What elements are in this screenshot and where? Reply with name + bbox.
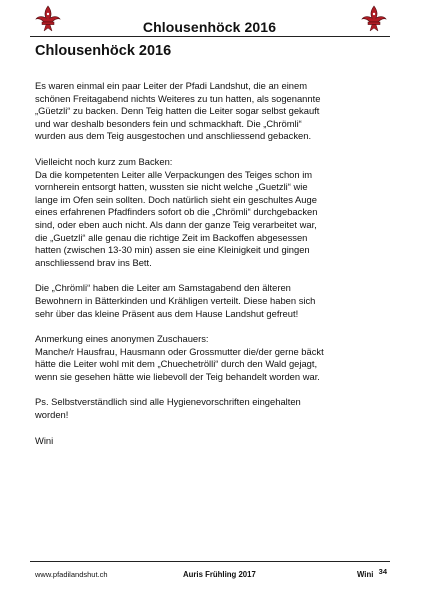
text-line: Wini	[35, 434, 54, 446]
text-line: eines erfahrenen Pfadfinders sofort ob die „Chrömli“ durchgebacken	[35, 206, 318, 218]
article-title: Chlousenhöck 2016	[35, 43, 172, 59]
text-line: sehr über das kleine Präsent aus dem Hause Landshut gefreut!	[35, 307, 299, 319]
page-number: 34	[378, 567, 387, 576]
paragraph	[35, 396, 387, 421]
text-line: wurden aus dem Teig ausgestochen und anschliessend gebacken.	[35, 130, 312, 142]
footer-author: Wini	[357, 570, 374, 579]
signature	[35, 435, 387, 448]
text-line: Ps. Selbstverständlich sind alle Hygienevorschriften eingehalten	[35, 396, 301, 408]
text-line: hätte die Leiter wohl mit dem „Chuechetrölli“ durch den Wald gejagt,	[35, 358, 318, 370]
text-line: Es waren einmal ein paar Leiter der Pfadi Landshut, die an einem	[35, 80, 308, 91]
text-line: die „Guetzli“ alle genau die richtige Zeit im Backoffen abgesessen	[35, 231, 308, 243]
footer-issue: Auris Frühling 2017	[183, 570, 256, 579]
paragraph	[35, 282, 387, 320]
page-footer	[35, 567, 387, 581]
text-line: Da die kompetenten Leiter alle Verpackungen des Teiges schon im	[35, 168, 313, 180]
text-line: Vielleicht noch kurz zum Backen:	[35, 155, 173, 167]
paragraph	[35, 333, 387, 383]
article-body	[35, 80, 387, 460]
footer-divider	[30, 561, 390, 562]
text-line: wenn sie gesehen hätte wie liebevoll der Teig behandelt worden war.	[35, 370, 320, 382]
text-line: Anmerkung eines anonymen Zuschauers:	[35, 333, 209, 345]
text-line: worden!	[35, 409, 69, 421]
page-header	[30, 4, 389, 38]
text-line: anschliessend brav ins Bett.	[35, 256, 152, 268]
text-line: lange im Ofen sein sollten. Doch natürlich sieht ein geschultes Auge	[35, 193, 317, 205]
text-line: schönen Freitagabend nichts Weiteres zu tun hatten, als sogenannte	[35, 92, 321, 104]
paragraph	[35, 80, 387, 143]
text-line: sind, oder eben auch nicht. Als dann der ganze Teig verarbeitet war,	[35, 218, 317, 230]
text-line: Manche/r Hausfrau, Hausmann oder Grossmutter die/der gerne bäckt	[35, 345, 324, 357]
text-line: und war deshalb besonders fein und schmackhaft. Die „Chrömli“	[35, 117, 302, 129]
text-line: Bewohnern in Bätterkinden und Krähligen verteilt. Diese haben sich	[35, 294, 316, 306]
footer-url-link[interactable]: www.pfadilandshut.ch	[35, 570, 108, 579]
fleur-de-lis-icon	[359, 4, 389, 34]
text-line: hatten (zwischen 13-30 min) assen sie eine Kleinigkeit und gingen	[35, 244, 310, 256]
header-divider	[30, 36, 390, 37]
text-line: „Güetzli“ zu backen. Denn Teig hatten die Leiter sogar selbst gekauft	[35, 105, 320, 117]
paragraph	[35, 156, 387, 269]
text-line: vornherein entsorgt hatten, wussten sie nicht welche „Guetzli“ wie	[35, 181, 308, 193]
text-line: Die „Chrömli“ haben die Leiter am Samstagabend den älteren	[35, 282, 291, 294]
header-title: Chlousenhöck 2016	[142, 19, 277, 35]
